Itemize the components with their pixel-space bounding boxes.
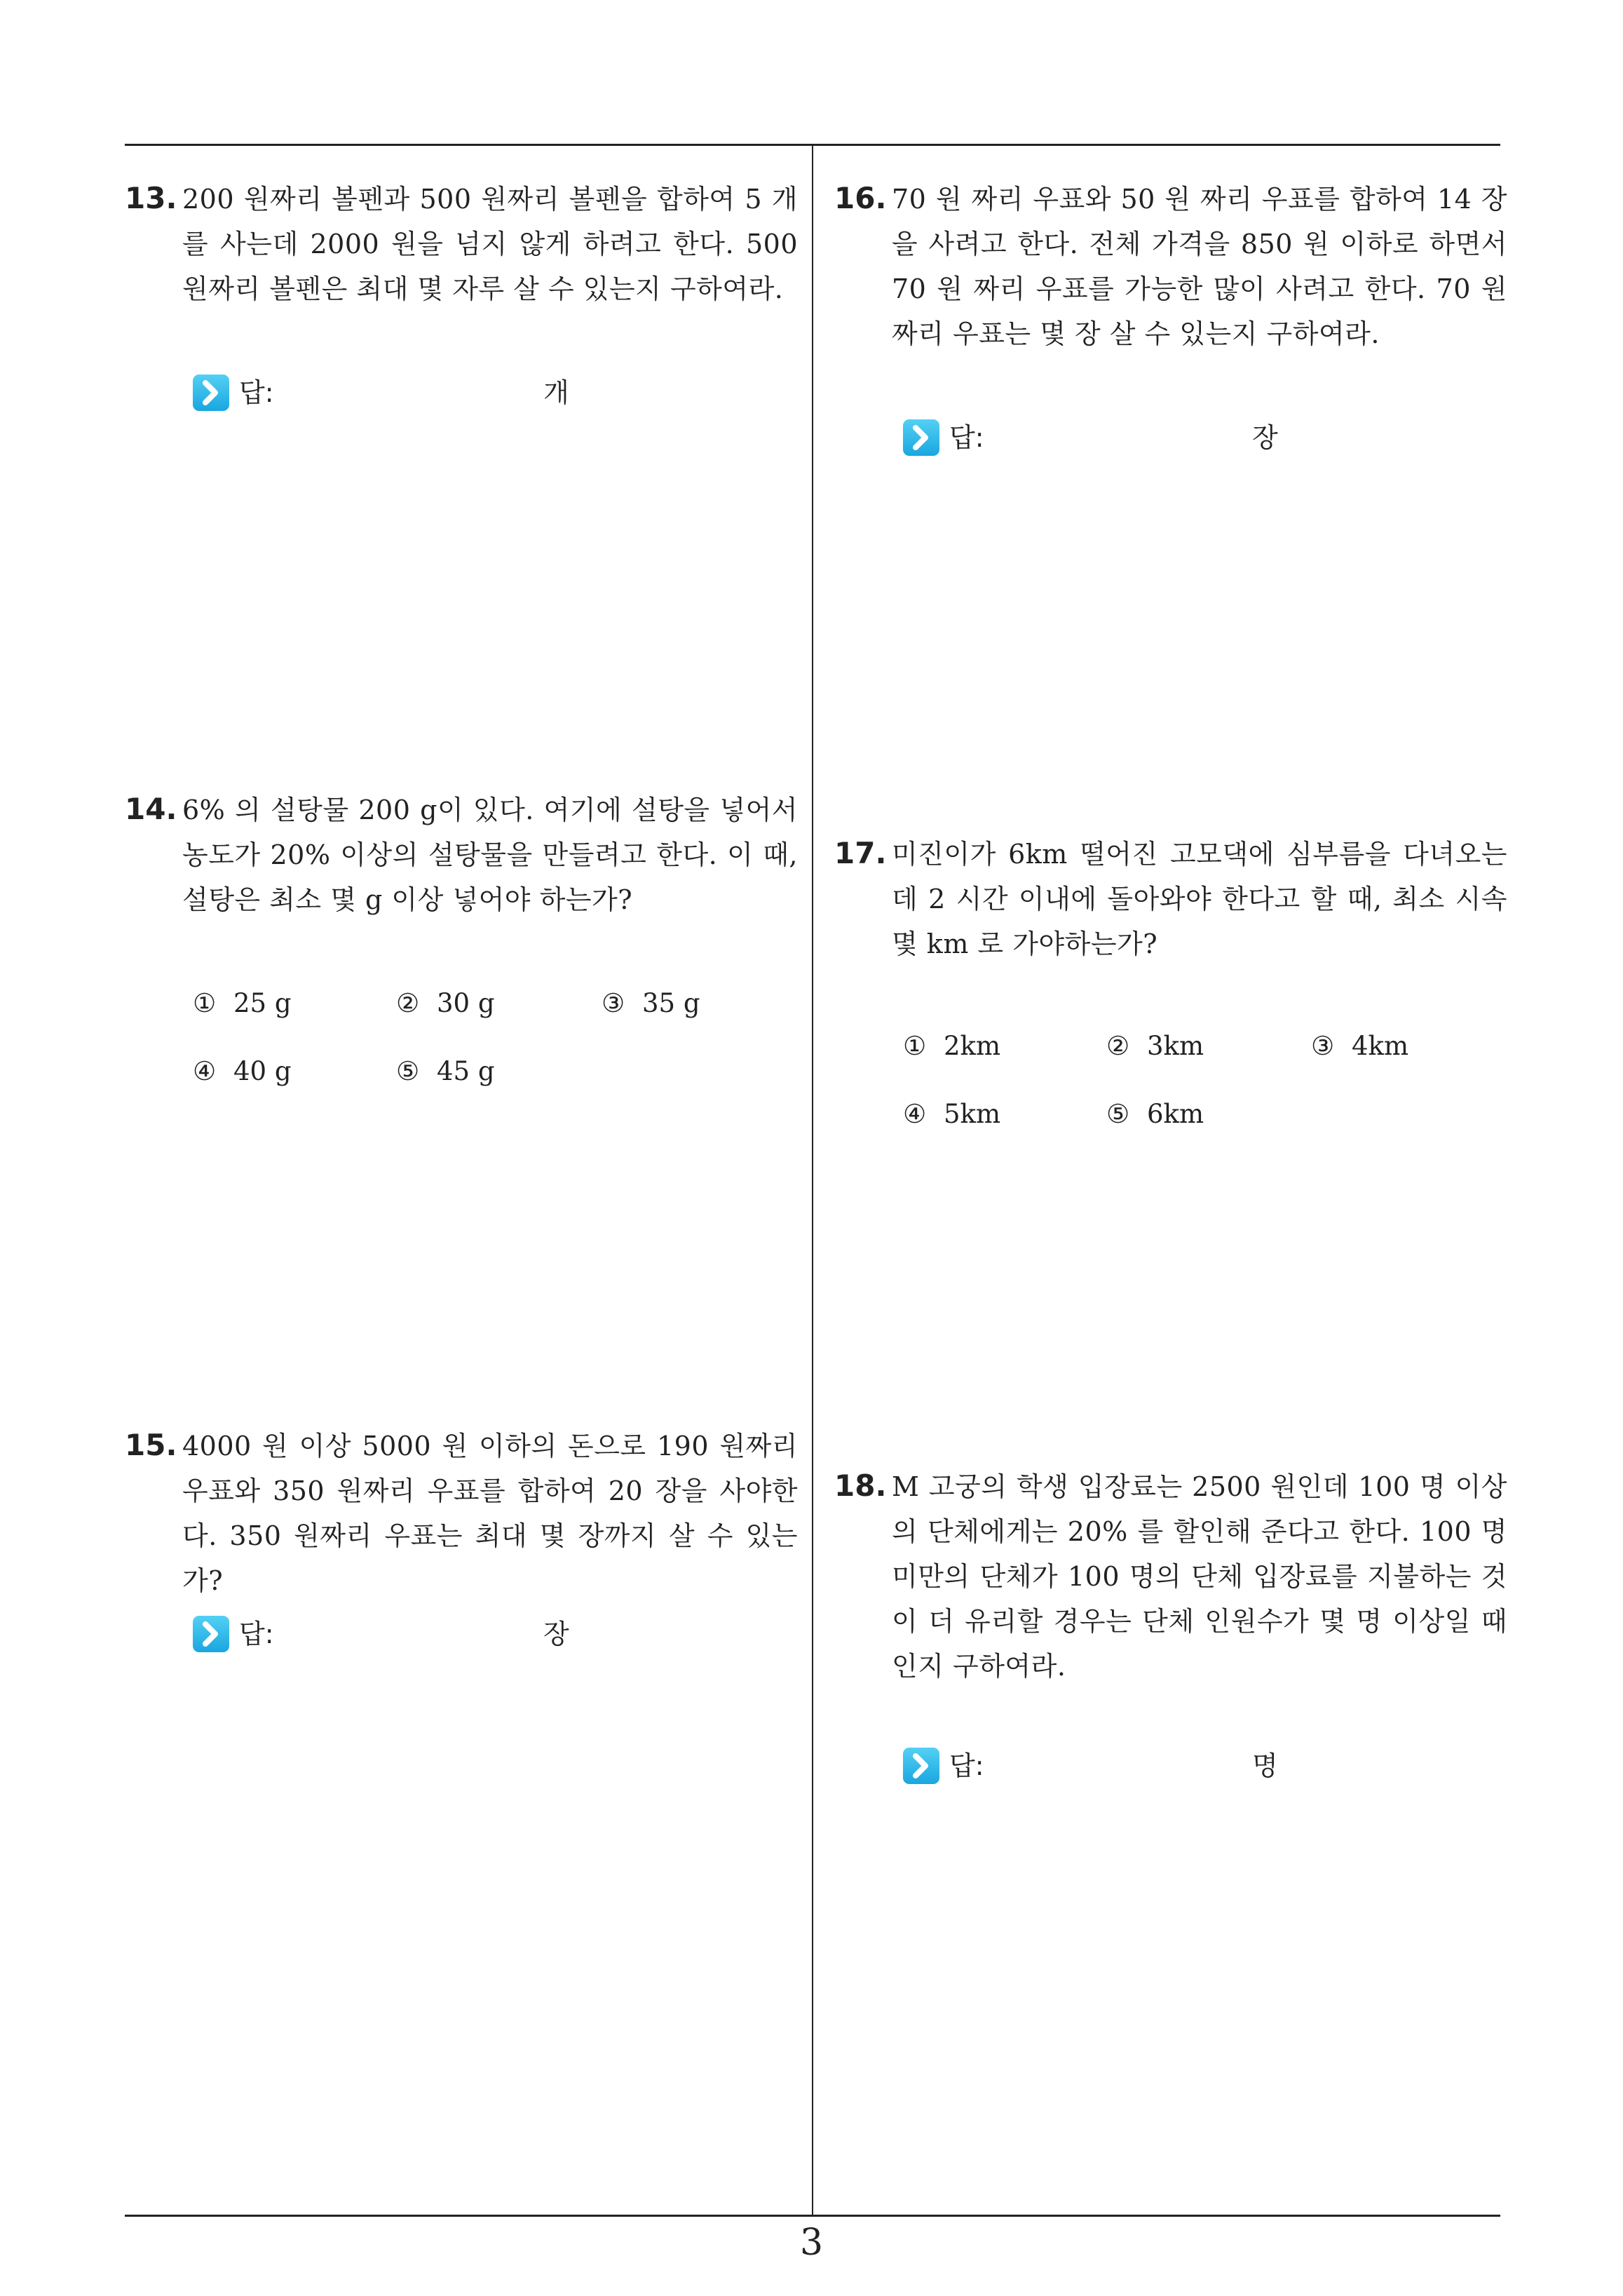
answer-label: 답: [239, 1619, 274, 1649]
choice-mark: ① [903, 1031, 927, 1061]
answer-unit: 개 [543, 377, 569, 408]
choice-14-5[interactable] [396, 1052, 495, 1091]
problem-text: 70 원 짜리 우표와 50 원 짜리 우표를 합하여 14 장을 사려고 한다. 전체 가격을 850 원 이하로 하면서 70 원 짜리 우표를 가능한 많이 사려고 한다. 70 원짜리 우표는 몇 장 살 수 있는지 구하여라. [892, 184, 1507, 349]
choice-mark: ⑤ [1106, 1099, 1130, 1129]
chevron-right-icon [193, 1616, 229, 1652]
problem-16 [834, 177, 1507, 356]
choice-text: 4km [1352, 1031, 1409, 1061]
bottom-rule [125, 2215, 1500, 2217]
problem-number: 17. [834, 836, 887, 870]
problem-13 [125, 177, 798, 311]
choice-17-2[interactable] [1106, 1027, 1204, 1066]
choice-text: 35 g [642, 988, 700, 1018]
choice-14-2[interactable] [396, 984, 495, 1023]
problem-text: 미진이가 6km 떨어진 고모댁에 심부름을 다녀오는데 2 시간 이내에 돌아와야 한다고 할 때, 최소 시속 몇 km 로 가야하는가? [892, 839, 1507, 959]
choice-text: 6km [1147, 1099, 1204, 1129]
column-divider [812, 144, 813, 2215]
choice-text: 3km [1147, 1031, 1204, 1061]
choice-mark: ④ [903, 1099, 927, 1129]
choice-17-3[interactable] [1311, 1027, 1408, 1066]
choice-17-5[interactable] [1106, 1095, 1204, 1134]
choice-mark: ② [1106, 1031, 1130, 1061]
chevron-right-icon [903, 1748, 939, 1784]
answer-label: 답: [949, 1750, 984, 1781]
answer-unit: 장 [1252, 422, 1278, 453]
problem-text: 6% 의 설탕물 200 g이 있다. 여기에 설탕을 넣어서 농도가 20% 이상의 설탕물을 만들려고 한다. 이 때, 설탕은 최소 몇 g 이상 넣어야 하는가? [182, 795, 798, 915]
choice-text: 25 g [233, 988, 292, 1018]
choice-text: 40 g [233, 1056, 292, 1086]
answer-18[interactable] [903, 1746, 1296, 1785]
problem-number: 15. [125, 1428, 177, 1462]
choice-14-4[interactable] [193, 1052, 292, 1091]
choice-14-3[interactable] [602, 984, 700, 1023]
answer-15[interactable] [193, 1614, 585, 1654]
choice-14-1[interactable] [193, 984, 292, 1023]
chevron-right-icon [903, 419, 939, 456]
choice-mark: ③ [1311, 1031, 1335, 1061]
problem-14 [125, 788, 798, 922]
choice-17-4[interactable] [903, 1095, 1000, 1134]
problem-17 [834, 832, 1507, 966]
chevron-right-icon [193, 374, 229, 411]
problem-number: 18. [834, 1468, 887, 1503]
choice-text: 30 g [437, 988, 495, 1018]
problem-text: 200 원짜리 볼펜과 500 원짜리 볼펜을 합하여 5 개를 사는데 2000 원을 넘지 않게 하려고 한다. 500 원짜리 볼펜은 최대 몇 자루 살 수 있는지 구하여라. [182, 184, 798, 304]
page-number: 3 [799, 2222, 824, 2264]
choice-mark: ④ [193, 1056, 217, 1086]
problem-text: 4000 원 이상 5000 원 이하의 돈으로 190 원짜리 우표와 350 원짜리 우표를 합하여 20 장을 사야한다. 350 원짜리 우표는 최대 몇 장까지 살 수 있는가? [182, 1431, 798, 1596]
answer-label: 답: [239, 377, 274, 408]
answer-16[interactable] [903, 418, 1296, 457]
problem-number: 16. [834, 181, 887, 215]
answer-label: 답: [949, 422, 984, 453]
problem-15 [125, 1424, 798, 1603]
answer-unit: 명 [1252, 1750, 1278, 1781]
choice-mark: ⑤ [396, 1056, 420, 1086]
problem-text: M 고궁의 학생 입장료는 2500 원인데 100 명 이상의 단체에게는 20% 를 할인해 준다고 한다. 100 명 미만의 단체가 100 명의 단체 입장료를 지불하는 것이 더 유리할 경우는 단체 인원수가 몇 명 이상일 때인지 구하여라. [892, 1471, 1507, 1682]
answer-unit: 장 [543, 1619, 569, 1649]
problem-18 [834, 1464, 1507, 1689]
problem-number: 13. [125, 181, 177, 215]
choice-text: 2km [944, 1031, 1001, 1061]
choice-text: 5km [944, 1099, 1001, 1129]
choice-mark: ② [396, 988, 420, 1018]
choice-text: 45 g [437, 1056, 495, 1086]
problem-number: 14. [125, 792, 177, 826]
choice-mark: ③ [602, 988, 625, 1018]
answer-13[interactable] [193, 373, 585, 412]
choice-17-1[interactable] [903, 1027, 1000, 1066]
choice-mark: ① [193, 988, 217, 1018]
